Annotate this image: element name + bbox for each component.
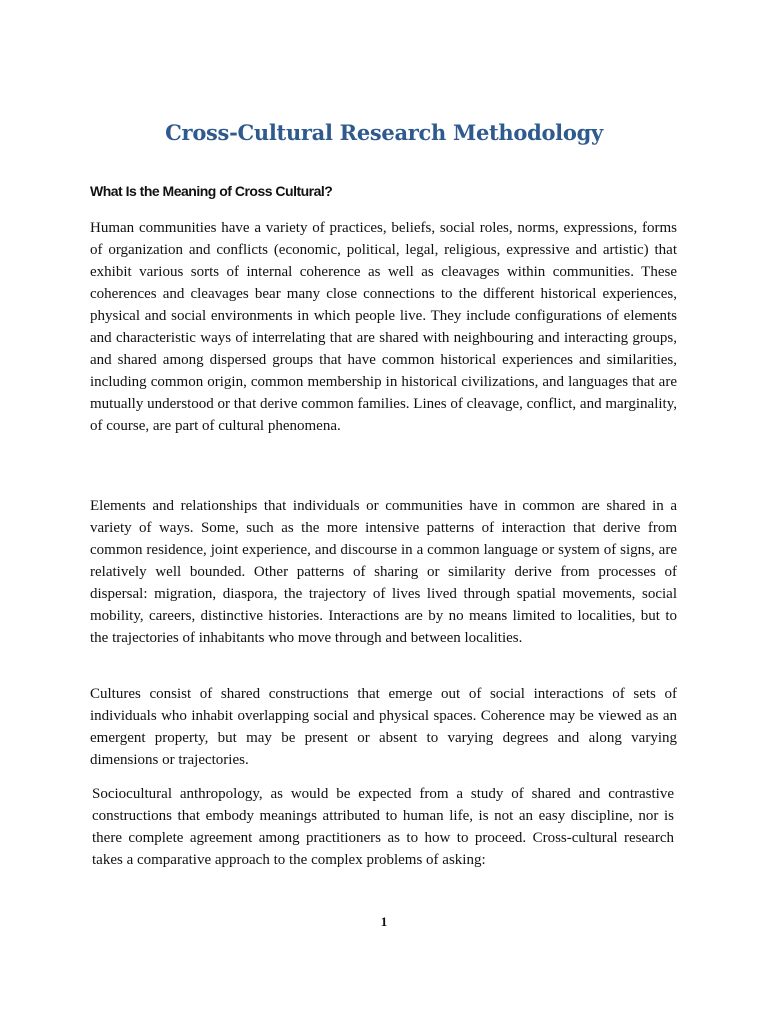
paragraph-4: Sociocultural anthropology, as would be expected from a study of shared and contrastive constructions that embody meanings attributed to human life, is not an easy discipline, nor is there complete agreement among practitioners as to how to proceed. Cross-cultural research takes a comparative approach to the complex problems of asking: xyxy=(92,786,674,868)
paragraph-1: Human communities have a variety of practices, beliefs, social roles, norms, expressions, forms of organization and conflicts (economic, political, legal, religious, expressive and artistic) that exhibit various sorts of internal coherence as well as cleavages within communities. These coherences and cleavages bear many close connections to the different historical experiences, physical and social environments in which people live. They include configurations of elements and characteristic ways of interrelating that are shared with neighbouring and interacting groups, and shared among dispersed groups that have common historical experiences and similarities, including common origin, common membership in historical civilizations, and languages that are mutually understood or that derive common families. Lines of cleavage, conflict, and marginality, of course, are part of cultural phenomena. xyxy=(90,220,677,434)
paragraph-3: Cultures consist of shared constructions that emerge out of social interactions of sets of individuals who inhabit overlapping social and physical spaces. Coherence may be viewed as an emergent property, but may be present or absent to varying degrees and along varying dimensions or trajectories. xyxy=(90,686,677,768)
paragraph-2: Elements and relationships that individuals or communities have in common are shared in a variety of ways. Some, such as the more intensive patterns of interaction that derive from common residence, joint experience, and discourse in a common language or system of signs, are relatively well bounded. Other patterns of sharing or similarity derive from processes of dispersal: migration, diaspora, the trajectory of lives lived through spatial movements, social mobility, careers, distinctive histories. Interactions are by no means limited to localities, but to the trajectories of inhabitants who move through and between localities. xyxy=(90,498,677,646)
section-heading: What Is the Meaning of Cross Cultural? xyxy=(90,183,333,199)
document-title: Cross-Cultural Research Methodology xyxy=(165,120,603,145)
page-number: 1 xyxy=(380,914,388,929)
